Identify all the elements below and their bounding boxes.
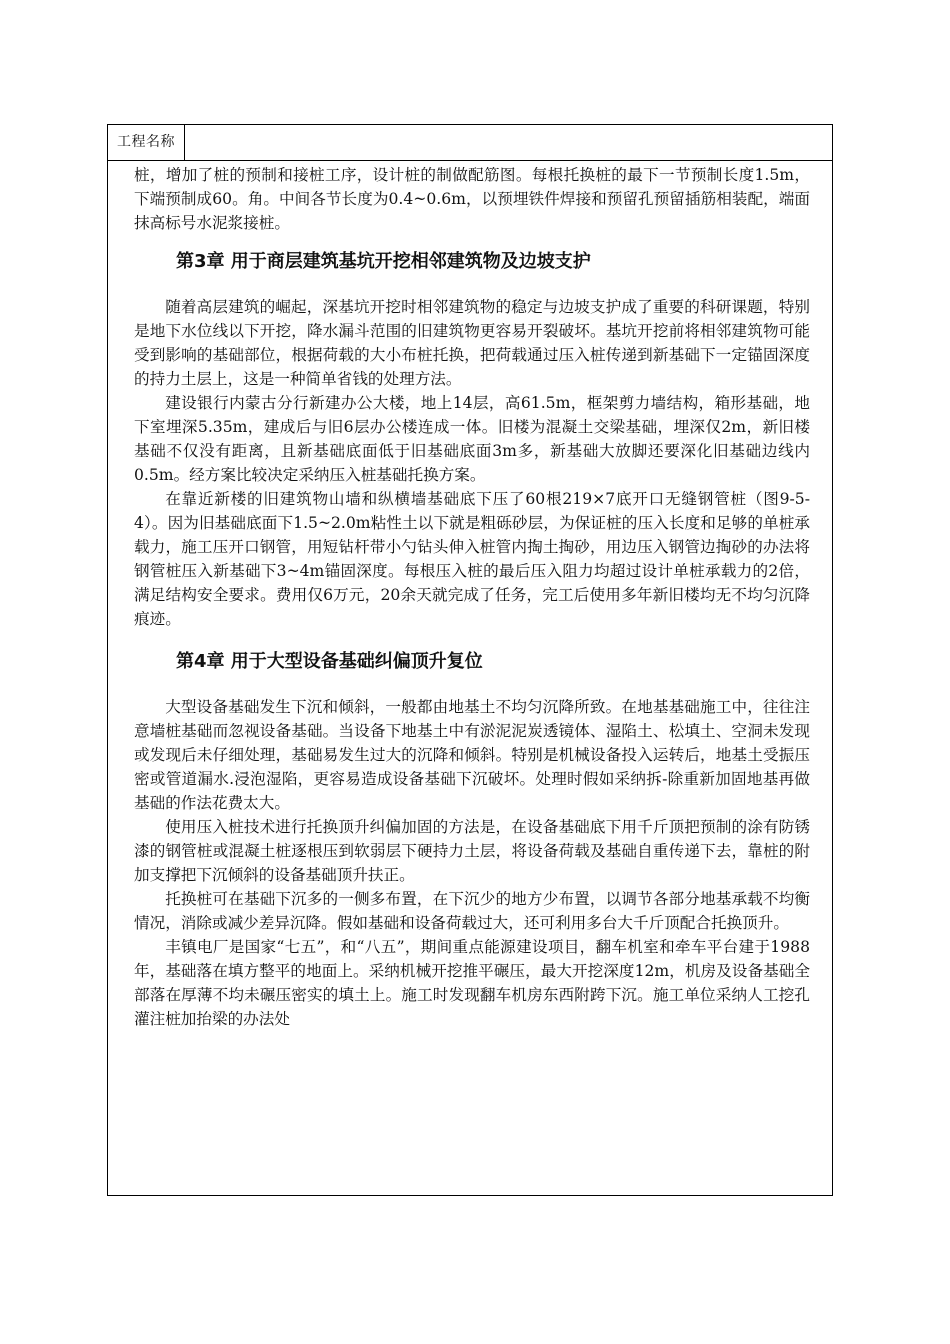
- chapter-4-paragraph-1: 大型设备基础发生下沉和倾斜，一般都由地基土不均匀沉降所致。在地基基础施工中，往往注意墙桩基础而忽视设备基础。当设备下地基土中有淤泥泥炭透镜体、湿陷土、松填土、空洞未发现或发现后未仔细处理，基础易发生过大的沉降和倾斜。特别是机械设备投入运转后，地基土受振压密或管道漏水.浸泡湿陷，更容易造成设备基础下沉破坏。处理时假如采纳拆-除重新加固地基再做基础的作法花费太大。: [134, 698, 810, 812]
- chapter-3-paragraph-3: 在靠近新楼的旧建筑物山墙和纵横墙基础底下压了60根219×7底开口无缝钢管桩（图9-5-4）。因为旧基础底面下1.5~2.0m粘性土以下就是粗砾砂层，为保证桩的压入长度和足够的单桩承载力，施工压开口钢管，用短钻杆带小勺钻头伸入桩管内掏土掏砂，用边压入钢管边掏砂的办法将钢管桩压入新基础下3~4m锚固深度。每根压入桩的最后压入阻力均超过设计单桩承载力的2倍，满足结构安全要求。费用仅6万元，20余天就完成了任务，完工后使用多年新旧楼均无不均匀沉降痕迹。: [134, 490, 810, 628]
- chapter-4-paragraph-3: 托换桩可在基础下沉多的一侧多布置，在下沉少的地方少布置，以调节各部分地基承载不均衡情况，消除或减少差异沉降。假如基础和设备荷载过大，还可利用多台大千斤顶配合托换顶升。: [134, 890, 810, 932]
- chapter-4-paragraph-4: 丰镇电厂是国家“七五”，和“八五”，期间重点能源建设项目，翻车机室和牵车平台建于1988年，基础落在填方整平的地面上。采纳机械开挖推平碾压，最大开挖深度12m，机房及设备基础全部落在厚薄不均未碾压密实的填土上。施工时发现翻车机房东西附跨下沉。施工单位采纳人工挖孔灌注桩加抬梁的办法处: [134, 938, 810, 1028]
- chapter-3-paragraph-2: 建设银行内蒙古分行新建办公大楼，地上14层，高61.5m，框架剪力墙结构，箱形基础，地下室埋深5.35m，建成后与旧6层办公楼连成一体。旧楼为混凝土交梁基础，埋深仅2m，新旧楼基础不仅没有距离，且新基础底面低于旧基础底面3m多，新基础大放脚还要深化旧基础边线内0.5m。经方案比较决定采纳压入桩基础托换方案。: [134, 394, 810, 484]
- project-name-value: [185, 125, 832, 160]
- chapter-4-paragraph-2: 使用压入桩技术进行托换顶升纠偏加固的方法是，在设备基础底下用千斤顶把预制的涂有防锈漆的钢管桩或混凝土桩逐根压到软弱层下硬持力土层，将设备荷载及基础自重传递下去，靠桩的附加支撑把下沉倾斜的设备基础顶升扶正。: [134, 818, 810, 884]
- chapter-3-paragraph-1: 随着高层建筑的崛起，深基坑开挖时相邻建筑物的稳定与边坡支护成了重要的科研课题，特别是地下水位线以下开挖，降水漏斗范围的旧建筑物更容易开裂破坏。基坑开挖前将相邻建筑物可能受到影响的基础部位，根据荷载的大小布桩托换，把荷载通过压入桩传递到新基础下一定锚固深度的持力土层上，这是一种简单省钱的处理方法。: [134, 298, 810, 388]
- intro-paragraph: 桩，增加了桩的预制和接桩工序，设计桩的制做配筋图。每根托换桩的最下一节预制长度1.5m，下端预制成60。角。中间各节长度为0.4~0.6m，以预埋铁件焊接和预留孔预留插筋相装配，端面抹高标号水泥浆接桩。: [134, 166, 810, 232]
- chapter-4-heading: 第4章 用于大型设备基础纠偏顶升复位: [176, 651, 483, 672]
- project-name-label: 工程名称: [108, 125, 185, 160]
- header-row: [108, 125, 832, 161]
- document-body: [134, 163, 810, 1031]
- document-frame: [107, 124, 833, 1196]
- chapter-3-heading: 第3章 用于商层建筑基坑开挖相邻建筑物及边坡支护: [176, 251, 591, 272]
